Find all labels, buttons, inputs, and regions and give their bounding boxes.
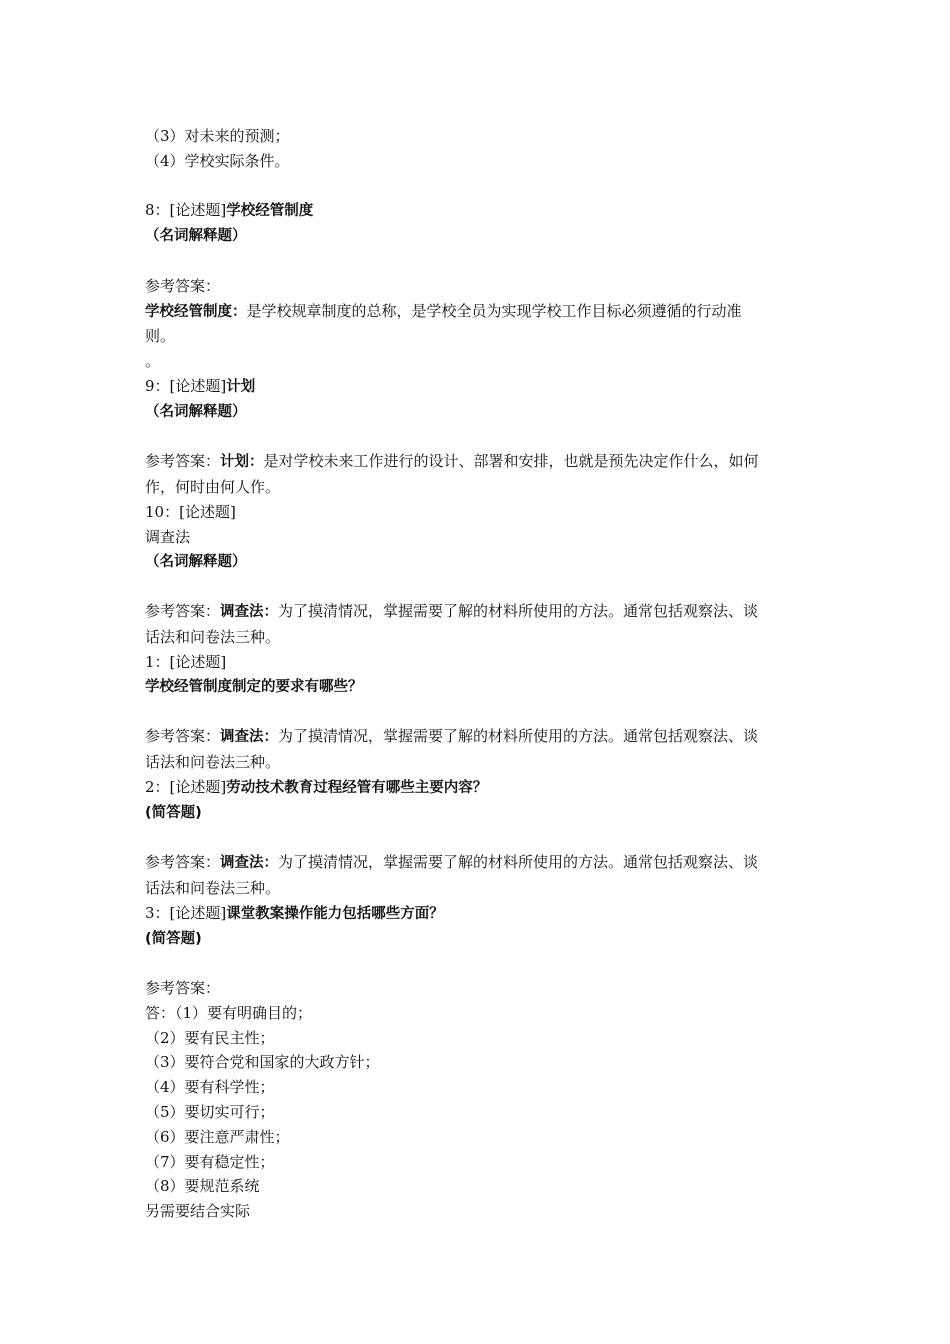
question-title: 调查法 (145, 527, 191, 546)
question-3-heading (145, 901, 815, 927)
answer-line: 话法和问卷法三种。 (145, 878, 281, 897)
answer-line: 则。 (145, 327, 176, 346)
answer-term: 调查法： (220, 729, 279, 746)
question-10-heading: 10：[论述题] (145, 502, 236, 521)
answer-line (145, 850, 815, 876)
answer-text: 是学校规章制度的总称，是学校全员为实现学校工作目标必须遵循的行动准 (246, 301, 742, 320)
question-title: 学校经管制度 (226, 203, 314, 220)
blank-line (145, 174, 815, 199)
blank-line (145, 574, 815, 599)
answer-line: 话法和问卷法三种。 (145, 627, 281, 646)
question-title: 劳动技术教育过程经管有哪些主要内容？ (226, 779, 488, 796)
text-line: （4）学校实际条件。 (145, 151, 290, 170)
answer-item: 另需要结合实际 (145, 1202, 251, 1221)
question-prefix: 2：[论述题] (145, 777, 227, 796)
answer-item: （4）要有科学性； (145, 1078, 275, 1097)
question-type: （名词解释题） (145, 553, 247, 570)
answer-item: （7）要有稳定性； (145, 1152, 275, 1171)
question-type: (简答题) (145, 804, 202, 821)
blank-line (145, 825, 815, 850)
answer-label: 参考答案： (145, 727, 221, 746)
question-type: （名词解释题） (145, 228, 247, 245)
answer-line (145, 449, 815, 475)
question-9-heading (145, 374, 815, 400)
answer-line (145, 299, 815, 325)
answer-label: 参考答案： (145, 452, 221, 471)
question-8-heading (145, 198, 815, 224)
answer-text: 为了摸清情况，掌握需要了解的材料所使用的方法。通常包括观察法、谈 (278, 727, 759, 746)
answer-text: 为了摸清情况，掌握需要了解的材料所使用的方法。通常包括观察法、谈 (278, 602, 759, 621)
question-title: 课堂教案操作能力包括哪些方面？ (226, 905, 444, 922)
answer-label: 参考答案： (145, 602, 221, 621)
answer-item: （6）要注意严肃性； (145, 1127, 290, 1146)
answer-item: （8）要规范系统 (145, 1177, 260, 1196)
question-title: 学校经管制度制定的要求有哪些？ (145, 678, 363, 695)
answer-label: 参考答案： (145, 276, 221, 295)
question-prefix: 9：[论述题] (145, 376, 227, 395)
answer-text: 是对学校未来工作进行的设计、部署和安排，也就是预先决定作什么，如何 (263, 452, 759, 471)
answer-label: 参考答案： (145, 853, 221, 872)
answer-line: 作，何时由何人作。 (145, 478, 281, 497)
question-1-heading: 1：[论述题] (145, 652, 227, 671)
text-line: （3）对未来的预测； (145, 127, 290, 145)
answer-item: 答：（1）要有明确目的； (145, 1003, 313, 1022)
answer-text: 为了摸清情况，掌握需要了解的材料所使用的方法。通常包括观察法、谈 (278, 853, 759, 872)
question-prefix: 3：[论述题] (145, 903, 227, 922)
question-prefix: 8：[论述题] (145, 201, 227, 220)
blank-line (145, 699, 815, 724)
blank-line (145, 951, 815, 976)
answer-term: 计划： (220, 454, 264, 471)
answer-item: （2）要有民主性； (145, 1028, 275, 1047)
question-type: （名词解释题） (145, 403, 247, 420)
answer-term: 调查法： (220, 855, 279, 872)
answer-term: 学校经管制度： (145, 303, 247, 320)
answer-item: （3）要符合党和国家的大政方针； (145, 1053, 380, 1072)
answer-label: 参考答案： (145, 979, 221, 998)
question-2-heading (145, 775, 815, 801)
answer-line (145, 724, 815, 750)
document-page (145, 124, 815, 1224)
answer-term: 调查法： (220, 604, 279, 621)
answer-item: （5）要切实可行； (145, 1103, 275, 1122)
answer-line: 话法和问卷法三种。 (145, 752, 281, 771)
blank-line (145, 425, 815, 450)
answer-trail: 。 (145, 352, 161, 371)
question-type: (简答题) (145, 930, 202, 947)
blank-line (145, 249, 815, 274)
question-title: 计划 (226, 378, 256, 395)
answer-line (145, 599, 815, 625)
